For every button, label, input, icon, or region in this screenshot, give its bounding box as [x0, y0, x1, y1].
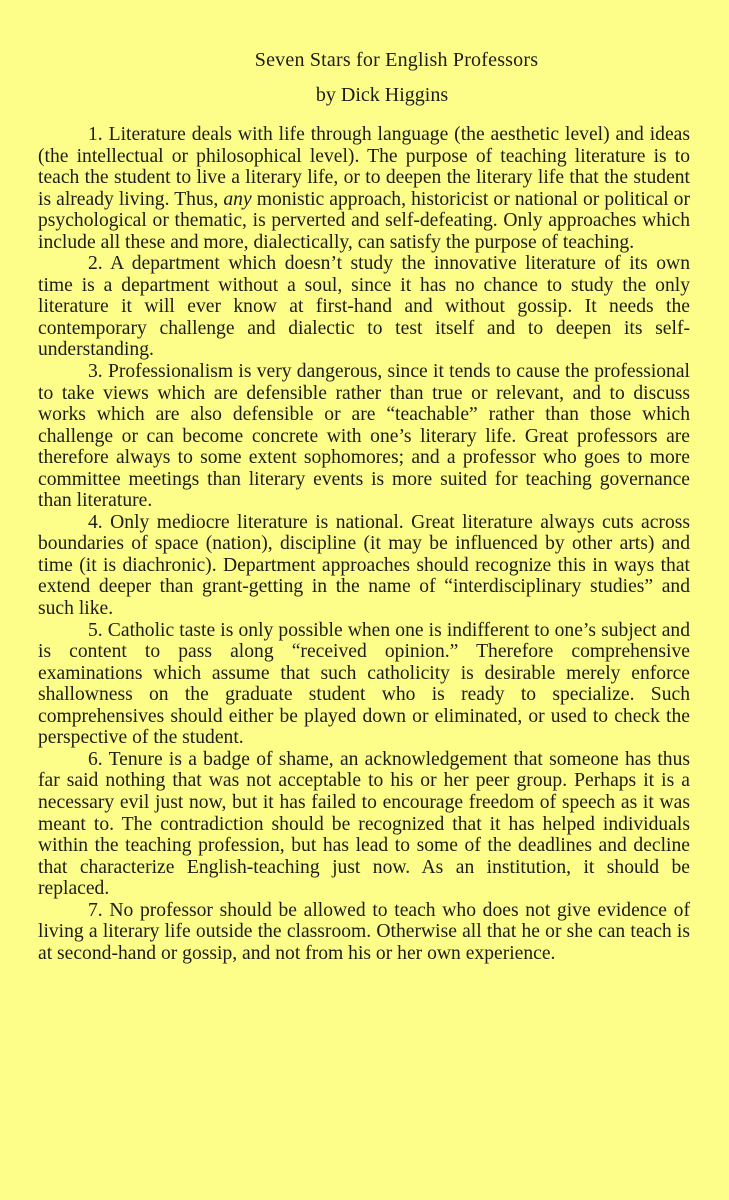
- document-title: Seven Stars for English Professors: [254, 49, 539, 71]
- document-page: [38, 40, 690, 1190]
- paragraph-2: 2. A department which doesn’t study the innovative literature of its own time is a department without a soul, since it has no chance to study the only literature it will ever know at first-hand and without gossip. It needs the contemporary challenge and dialectic to test itself and to deepen its self-understanding.: [38, 253, 690, 361]
- paragraph-1-text-start: 1. Literature deals with life through language (the aesthetic level) and ideas (the intellectual or philosophical level). The purpose of teaching literature is to teach the student to live a literary life, or to deepen the literary life that the student is already living. Thus,: [38, 124, 690, 210]
- paragraph-1: [38, 124, 690, 253]
- author-byline: by Dick Higgins: [315, 84, 449, 106]
- paragraph-1-emphasis: any: [223, 188, 252, 210]
- paragraph-3: 3. Professionalism is very dangerous, since it tends to cause the professional to take views which are defensible rather than true or relevant, and to discuss works which are also defensible or are “teachable” rather than those which challenge or can become concrete with one’s literary life. Great professors are therefore always to some extent sophomores; and a professor who goes to more committee meetings than literary events is more suited for teaching governance than literature.: [38, 361, 690, 512]
- paragraph-5: 5. Catholic taste is only possible when one is indifferent to one’s subject and is content to pass along “received opinion.” Therefore comprehensive examinations which assume that such catholicity is desirable merely enforce shallowness on the graduate student who is ready to specialize. Such comprehensives should either be played down or eliminated, or used to check the perspective of the student.: [38, 619, 690, 749]
- paragraph-6: 6. Tenure is a badge of shame, an acknowledgement that someone has thus far said nothing that was not acceptable to his or her peer group. Perhaps it is a necessary evil just now, but it has failed to encourage freedom of speech as it was meant to. The contradiction should be recognized that it has helped individuals within the teaching profession, but has lead to some of the deadlines and decline that characterize English-teaching just now. As an institution, it should be replaced.: [38, 748, 690, 900]
- paragraph-1-text-end: monistic approach, historicist or national or political or psychological or thematic, is perverted and self-defeating. Only approaches which include all these and more, dialectically, can satisfy the purpose of teaching.: [38, 188, 691, 253]
- paragraph-4: 4. Only mediocre literature is national. Great literature always cuts across boundaries of space (nation), discipline (it may be influenced by other arts) and time (it is diachronic). Department approaches should recognize this in ways that extend deeper than grant-getting in the name of “interdisciplinary studies” and such like.: [38, 511, 690, 620]
- paragraph-7: 7. No professor should be allowed to teach who does not give evidence of living a literary life outside the classroom. Otherwise all that he or she can teach is at second-hand or gossip, and not from his or her own experience.: [38, 899, 690, 964]
